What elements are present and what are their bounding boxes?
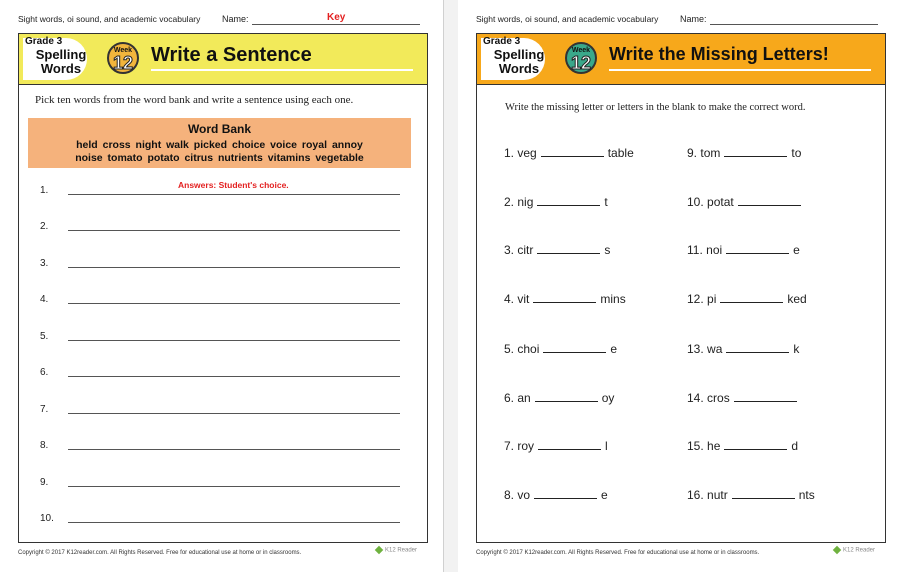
grade-label: Grade 3 [483,36,521,47]
week-badge: Week 12 [565,42,597,74]
name-line [252,24,420,25]
line-number: 6. [40,367,49,378]
missing-letter-item: 9. tom to [687,146,802,160]
missing-letter-item: 12. pi ked [687,292,807,306]
week-number: 12 [112,53,134,73]
worksheet-page-right [458,0,900,572]
missing-letter-item: 5. choi e [504,342,618,356]
missing-letter-item: 7. roy l [504,439,608,453]
word-bank-row-2: noise tomato potato citrus nutrients vitamins vegetable [75,152,364,164]
answer-blank[interactable] [720,292,783,303]
missing-letter-item: 14. cros [687,391,801,405]
page-gutter [443,0,459,572]
title-banner [19,34,427,85]
worksheet-page-left [0,0,442,572]
missing-letter-item: 15. he d [687,439,799,453]
line-number: 5. [40,331,49,342]
copyright-footer: Copyright © 2017 K12reader.com. All Rights Reserved. Free for educational use at home or in classrooms. [18,550,302,556]
leaf-icon [833,546,841,554]
missing-letter-item: 16. nutr nts [687,488,815,502]
title-banner [477,34,885,85]
name-label: Name: [680,14,707,24]
answer-blank[interactable] [535,391,598,402]
answer-blank[interactable] [534,488,597,499]
k12-reader-logo: K12 Reader [376,547,417,554]
writing-line[interactable] [68,340,400,341]
topic-header: Sight words, oi sound, and academic vocabulary [476,14,659,24]
answer-blank[interactable] [538,439,601,450]
title-underline [609,69,871,71]
answer-blank[interactable] [543,342,606,353]
writing-line[interactable] [68,486,400,487]
line-number: 9. [40,477,49,488]
grade-label: Grade 3 [25,36,63,47]
missing-letter-item: 3. citr s [504,243,611,257]
answer-blank[interactable] [726,342,789,353]
instructions: Pick ten words from the word bank and write a sentence using each one. [35,94,354,106]
worksheet-frame [18,33,428,543]
answer-blank[interactable] [537,195,600,206]
writing-line[interactable] [68,267,400,268]
worksheet-frame [476,33,886,543]
instructions: Write the missing letter or letters in the blank to make the correct word. [505,102,806,113]
copyright-footer: Copyright © 2017 K12reader.com. All Rights Reserved. Free for educational use at home or in classrooms. [476,550,760,556]
title-underline [151,69,413,71]
missing-letter-item: 11. noi e [687,243,800,257]
name-line [710,24,878,25]
writing-line[interactable] [68,376,400,377]
answer-blank[interactable] [724,146,787,157]
writing-line[interactable] [68,449,400,450]
line-number: 8. [40,440,49,451]
page-title: Write a Sentence [151,44,312,66]
line-number: 4. [40,294,49,305]
missing-letter-item: 6. an oy [504,391,615,405]
line-number: 1. [40,185,49,196]
missing-letter-item: 1. veg table [504,146,634,160]
writing-line[interactable] [68,303,400,304]
answer-blank[interactable] [724,439,787,450]
line-number: 10. [40,513,54,524]
answer-blank[interactable] [734,391,797,402]
line-number: 2. [40,221,49,232]
page-title: Write the Missing Letters! [609,44,829,64]
word-bank [28,118,411,168]
topic-header: Sight words, oi sound, and academic vocabulary [18,14,201,24]
answer-blank[interactable] [533,292,596,303]
week-number: 12 [570,53,592,73]
missing-letter-item: 4. vit mins [504,292,626,306]
answer-blank[interactable] [537,243,600,254]
leaf-icon [375,546,383,554]
answer-blank[interactable] [726,243,789,254]
spelling-words-label: Spelling Words [35,47,87,76]
answer-blank[interactable] [738,195,801,206]
name-label: Name: [222,14,249,24]
missing-letter-item: 2. nig t [504,195,608,209]
week-badge: Week 12 [107,42,139,74]
answer-blank[interactable] [541,146,604,157]
answer-blank[interactable] [732,488,795,499]
line-number: 7. [40,404,49,415]
missing-letter-item: 8. vo e [504,488,608,502]
spelling-words-label: Spelling Words [493,47,545,76]
name-key-value: Key [327,12,346,23]
word-bank-title: Word Bank [187,122,252,136]
word-bank-row-1: held cross night walk picked choice voice royal annoy [76,139,363,151]
answers-note: Answers: Student's choice. [178,180,289,190]
missing-letter-item: 13. wa k [687,342,800,356]
writing-line[interactable] [68,413,400,414]
line-number: 3. [40,258,49,269]
writing-line[interactable] [68,194,400,195]
writing-line[interactable] [68,230,400,231]
k12-reader-logo: K12 Reader [834,547,875,554]
missing-letter-item: 10. potat [687,195,805,209]
writing-line[interactable] [68,522,400,523]
